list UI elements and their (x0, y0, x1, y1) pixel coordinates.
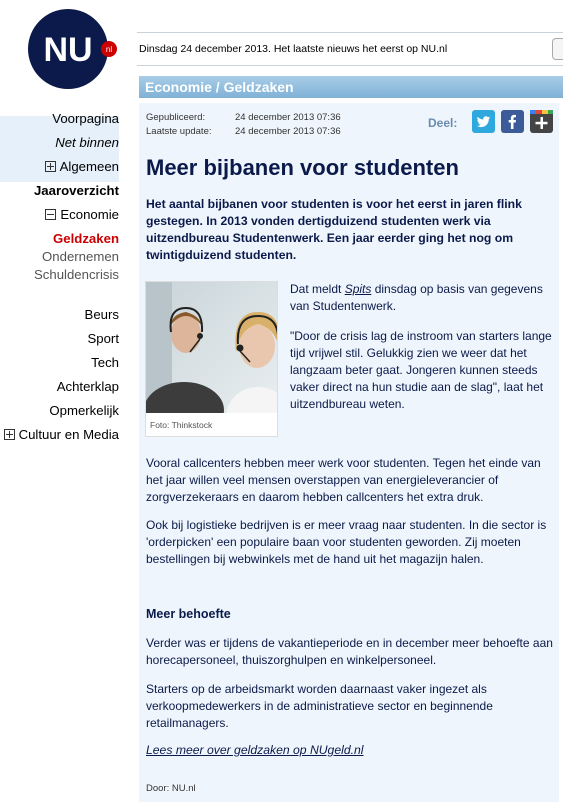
published-value: 24 december 2013 07:36 (235, 112, 341, 123)
divider (137, 32, 563, 33)
sidebar-item-label: Geldzaken (53, 231, 119, 246)
sidebar-item-sport[interactable] (87, 331, 119, 346)
article-lead: Het aantal bijbanen voor studenten is voor het eerst in jaren flink gestegen. In 2013 vonden dertigduizend studenten werk via uitzendbureau Studentenwerk. Een jaar eerder ging het nog om twintigduizend studenten. (146, 197, 522, 262)
sidebar-item-label: Achterklap (56, 379, 119, 394)
paragraph-text: Dat meldt (290, 282, 345, 296)
sidebar-item-economie[interactable] (45, 207, 119, 222)
callcenter-photo (146, 282, 277, 413)
sidebar-item-jaaroverzicht[interactable] (34, 183, 119, 198)
article-source: Door: NU.nl (146, 783, 196, 794)
sidebar-item-label: Economie (60, 207, 119, 222)
sidebar-item-tech[interactable] (91, 355, 119, 370)
sidebar-item-cultuur-en-media[interactable] (4, 427, 119, 442)
sidebar-item-achterklap[interactable] (57, 379, 119, 394)
sidebar-item-label: Sport (87, 331, 119, 346)
paragraph-text: dinsdag op basis van gegevens van Studentenwerk. (290, 282, 543, 313)
search-toggle-button[interactable] (552, 38, 563, 60)
sidebar-item-ondernemen[interactable] (42, 249, 119, 264)
sidebar-item-label: Opmerkelijk (49, 403, 119, 418)
updated-label: Laatste update: (146, 126, 212, 137)
article-paragraph (290, 281, 545, 315)
sidebar-item-schuldencrisis[interactable] (34, 267, 119, 282)
expand-icon[interactable] (45, 161, 56, 172)
sidebar-item-label: Ondernemen (42, 249, 119, 264)
published-label: Gepubliceerd: (146, 112, 206, 123)
date-text: Dinsdag 24 december 2013. Het laatste nieuws het eerst op NU.nl (139, 43, 448, 55)
sidebar-item-label: Cultuur en Media (18, 427, 119, 442)
sidebar-item-algemeen[interactable] (45, 159, 119, 174)
photo-caption: Foto: Thinkstock (150, 420, 213, 430)
spits-link[interactable]: Spits (344, 282, 372, 296)
share-label: Deel: (428, 116, 458, 130)
sidebar-item-opmerkelijk[interactable] (49, 403, 119, 418)
sidebar-item-net-binnen[interactable] (55, 135, 119, 150)
sidebar-item-label: Tech (91, 355, 119, 370)
sidebar-item-geldzaken[interactable] (53, 231, 119, 246)
sidebar-item-label: Schuldencrisis (33, 267, 119, 282)
article-title: Meer bijbanen voor studenten (146, 155, 459, 180)
sidebar-item-voorpagina[interactable] (52, 111, 119, 126)
collapse-icon[interactable] (45, 209, 56, 220)
sidebar-item-label: Jaaroverzicht (33, 183, 119, 198)
sidebar-item-beurs[interactable] (85, 307, 119, 322)
article-paragraph: Ook bij logistieke bedrijven is er meer vraag naar studenten. In die sector is 'orderpicken' een populaire baan voor studenten geworden. Zij moeten bestellingen bij webwinkels met de hand uit het magazijn halen. (146, 518, 547, 566)
logo-text: NU (43, 31, 93, 69)
section-header[interactable]: Economie / Geldzaken (139, 76, 563, 98)
article-subhead: Meer behoefte (146, 607, 231, 621)
expand-icon[interactable] (4, 429, 15, 440)
published-meta (146, 112, 341, 123)
twitter-icon[interactable] (472, 110, 495, 133)
read-more-link[interactable]: Lees meer over geldzaken op NUgeld.nl (146, 743, 364, 757)
google-plus-icon[interactable] (530, 110, 553, 133)
sidebar-item-label: Algemeen (59, 159, 119, 174)
date-bar (137, 32, 563, 66)
facebook-icon[interactable] (501, 110, 524, 133)
sidebar-item-label: Voorpagina (52, 111, 119, 126)
article-paragraph: Starters op de arbeidsmarkt worden daarnaast vaker ingezet als verkoopmedewerkers in de administratieve sector en beginnende retailmanagers. (146, 682, 493, 730)
sidebar-item-label: Beurs (84, 307, 119, 322)
nu-logo[interactable] (28, 9, 118, 89)
updated-meta (146, 126, 341, 137)
sidebar-item-label: Net binnen (55, 135, 119, 150)
article-photo (145, 281, 278, 437)
divider (137, 65, 563, 66)
article-paragraph: "Door de crisis lag de instroom van starters lange tijd vrijwel stil. Gelukkig zien we weer dat het langzaam beter gaat. Jongeren kunnen steeds vaker direct na hun studie aan de slag", laat het uitzendbureau weten. (290, 329, 552, 411)
article-paragraph: Vooral callcenters hebben meer werk voor studenten. Tegen het einde van het jaar willen veel mensen overstappen van energieleverancier of zorgverzekeraars en daarom hebben callcenters het extra druk. (146, 456, 541, 504)
article-paragraph: Verder was er tijdens de vakantieperiode en in december meer behoefte aan horecapersoneel, thuiszorghulpen en winkelpersoneel. (146, 636, 553, 667)
updated-value: 24 december 2013 07:36 (235, 126, 341, 137)
logo-badge: nl (105, 45, 113, 54)
